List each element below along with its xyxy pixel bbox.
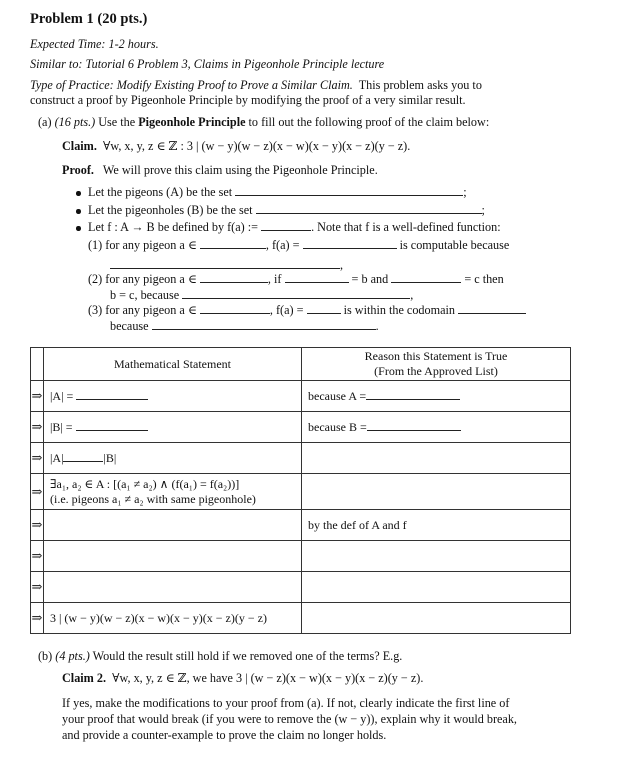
part-b-para-1: If yes, make the modifications to your proof from (a). If not, clearly indicate the first line of <box>62 696 510 710</box>
statement-cell <box>44 443 302 474</box>
implies-arrow: ⇒ <box>31 412 44 443</box>
statement-cell[interactable] <box>44 572 302 603</box>
part-b-question: Would the result still hold if we removed one of the terms? E.g. <box>92 649 403 663</box>
bullet-dot <box>76 209 81 214</box>
item-1-a: (1) for any pigeon a ∈ <box>88 238 197 252</box>
part-a-header <box>38 115 489 130</box>
proof-text: We will prove this claim using the Pigeonhole Principle. <box>102 163 378 177</box>
item-3-a: (3) for any pigeon a ∈ <box>88 303 197 317</box>
part-b-para-2: your proof that would break (if you were to remove the (w − y)), explain why it would break, <box>62 712 517 726</box>
part-a-bold-term: Pigeonhole Principle <box>138 115 246 129</box>
part-b-points: (4 pts.) <box>55 649 90 663</box>
table-row <box>31 510 571 541</box>
statement-cell: 3 | (w − y)(w − z)(x − w)(x − y)(x − z)(y − z) <box>44 603 302 634</box>
part-a-text-2: to fill out the following proof of the claim below: <box>248 115 490 129</box>
item-2-c: = b and <box>351 272 389 286</box>
pigeons-blank[interactable] <box>235 185 463 196</box>
claim <box>62 139 410 154</box>
reason-cell <box>302 412 571 443</box>
item-3-blank-2[interactable] <box>307 303 341 314</box>
item-1-b: , f(a) = <box>265 238 300 252</box>
part-b-para-3: and provide a counter-example to prove the claim no longer holds. <box>62 728 387 742</box>
bullet-dot <box>76 191 81 196</box>
part-a-points: (16 pts.) <box>54 115 96 129</box>
part-a-text-1: Use the <box>98 115 136 129</box>
semicolon: ; <box>481 203 485 217</box>
reason-cell: by the def of A and f <box>302 510 571 541</box>
item-3-d: because <box>110 319 149 333</box>
implies-arrow: ⇒ <box>31 381 44 412</box>
proof-table <box>30 347 571 634</box>
comma: , <box>410 288 414 302</box>
reason-blank[interactable] <box>367 420 461 431</box>
intro-rest: This problem asks you to <box>358 78 482 92</box>
period: . <box>375 319 379 333</box>
part-b-label: (b) <box>38 649 53 663</box>
item-1-blank-1[interactable] <box>200 238 266 249</box>
bullet-dot <box>76 226 81 231</box>
statement-text: |A| = <box>50 388 74 403</box>
item-3-blank-3[interactable] <box>458 303 526 314</box>
function-blank[interactable] <box>261 220 311 231</box>
function-note: . Note that f is a well-defined function: <box>311 220 501 234</box>
statement-text: |B| = <box>50 419 73 434</box>
practice-type: Type of Practice: Modify Existing Proof to Prove a Similar Claim. <box>30 78 353 92</box>
similar-to: Similar to: Tutorial 6 Problem 3, Claims in Pigeonhole Principle lecture <box>30 57 385 71</box>
function-label: Let f : A → B be defined by f(a) := <box>88 220 259 234</box>
item-2-e: b = c, because <box>110 288 180 302</box>
statement-cell[interactable] <box>44 541 302 572</box>
statement-blank[interactable] <box>76 389 148 400</box>
pigeonholes-line <box>88 203 485 218</box>
item-2-blank-1[interactable] <box>200 272 268 283</box>
table-header-row <box>31 348 571 381</box>
part-a-label: (a) <box>38 115 52 129</box>
item-1-blank-2[interactable] <box>303 238 397 249</box>
claim-2-label: Claim 2. <box>62 671 107 685</box>
reason-cell[interactable] <box>302 572 571 603</box>
table-row <box>31 381 571 412</box>
item-1-line <box>88 238 509 253</box>
implies-arrow: ⇒ <box>31 510 44 541</box>
statement-cell <box>44 412 302 443</box>
item-2-line <box>88 272 504 287</box>
implies-arrow: ⇒ <box>31 474 44 510</box>
implies-arrow: ⇒ <box>31 443 44 474</box>
item-1-cont <box>110 258 343 273</box>
item-1-blank-3[interactable] <box>110 258 340 269</box>
table-row <box>31 572 571 603</box>
table-row <box>31 541 571 572</box>
reason-text: because A = <box>308 388 367 403</box>
statement-cell <box>44 474 302 510</box>
implies-arrow: ⇒ <box>31 541 44 572</box>
practice-type-line <box>30 78 482 93</box>
reason-cell <box>302 474 571 510</box>
claim-2 <box>62 671 423 686</box>
problem-title: Problem 1 (20 pts.) <box>30 11 148 27</box>
expected-time: Expected Time: 1-2 hours. <box>30 37 159 51</box>
item-3-b: , f(a) = <box>269 303 304 317</box>
statement-text-b: (i.e. pigeons a₁ ≠ a₂ with same pigeonhole) <box>50 491 256 506</box>
table-row <box>31 443 571 474</box>
table-row <box>31 603 571 634</box>
proof-intro <box>62 163 378 178</box>
statement-blank[interactable] <box>63 451 103 462</box>
intro-line-2: construct a proof by Pigeonhole Principle by modifying the proof of a very similar result. <box>30 93 466 107</box>
statement-text: ∃a₁, a₂ ∈ A : [(a₁ ≠ a₂) ∧ (f(a₁) = f(a₂))] <box>50 476 240 491</box>
proof-label: Proof. <box>62 163 94 177</box>
pigeonholes-label: Let the pigeonholes (B) be the set <box>88 203 253 217</box>
reason-cell[interactable] <box>302 603 571 634</box>
item-3-blank-4[interactable] <box>152 319 376 330</box>
pigeons-label: Let the pigeons (A) be the set <box>88 185 233 199</box>
item-3-blank-1[interactable] <box>200 303 270 314</box>
pigeons-line <box>88 185 467 200</box>
statement-text-b: |B| <box>103 450 117 465</box>
statement-cell[interactable] <box>44 510 302 541</box>
header-reason-line-1: Reason this Statement is True <box>364 349 508 363</box>
semicolon: ; <box>463 185 467 199</box>
header-statement: Mathematical Statement <box>44 348 302 381</box>
header-arrow-cell <box>31 348 44 381</box>
item-3-cont <box>110 319 379 334</box>
function-line <box>88 220 501 235</box>
reason-blank[interactable] <box>366 389 460 400</box>
item-2-blank-2[interactable] <box>285 272 349 283</box>
item-3-c: is within the codomain <box>343 303 455 317</box>
reason-cell <box>302 443 571 474</box>
claim-label: Claim. <box>62 139 97 153</box>
reason-cell <box>302 381 571 412</box>
pigeonholes-blank[interactable] <box>256 203 482 214</box>
item-3-line <box>88 303 526 318</box>
item-2-cont <box>110 288 413 303</box>
implies-arrow: ⇒ <box>31 603 44 634</box>
item-1-c: is computable because <box>399 238 510 252</box>
part-b-header <box>38 649 402 664</box>
reason-cell[interactable] <box>302 541 571 572</box>
statement-text: |A| <box>50 450 64 465</box>
reason-text: because B = <box>308 419 367 434</box>
table-row <box>31 474 571 510</box>
item-2-a: (2) for any pigeon a ∈ <box>88 272 197 286</box>
table-row <box>31 412 571 443</box>
item-2-b: , if <box>267 272 282 286</box>
statement-cell <box>44 381 302 412</box>
header-reason <box>302 348 571 381</box>
item-2-blank-4[interactable] <box>182 288 410 299</box>
item-2-d: = c then <box>464 272 504 286</box>
item-2-blank-3[interactable] <box>391 272 461 283</box>
implies-arrow: ⇒ <box>31 572 44 603</box>
statement-blank[interactable] <box>76 420 148 431</box>
claim-text: ∀w, x, y, z ∈ ℤ : 3 | (w − y)(w − z)(x − w)(x − y)(x − z)(y − z). <box>102 139 411 153</box>
header-reason-line-2: (From the Approved List) <box>374 364 498 378</box>
comma: , <box>340 258 344 272</box>
claim-2-text: ∀w, x, y, z ∈ ℤ, we have 3 | (w − z)(x − w)(x − y)(x − z)(y − z). <box>112 671 424 685</box>
